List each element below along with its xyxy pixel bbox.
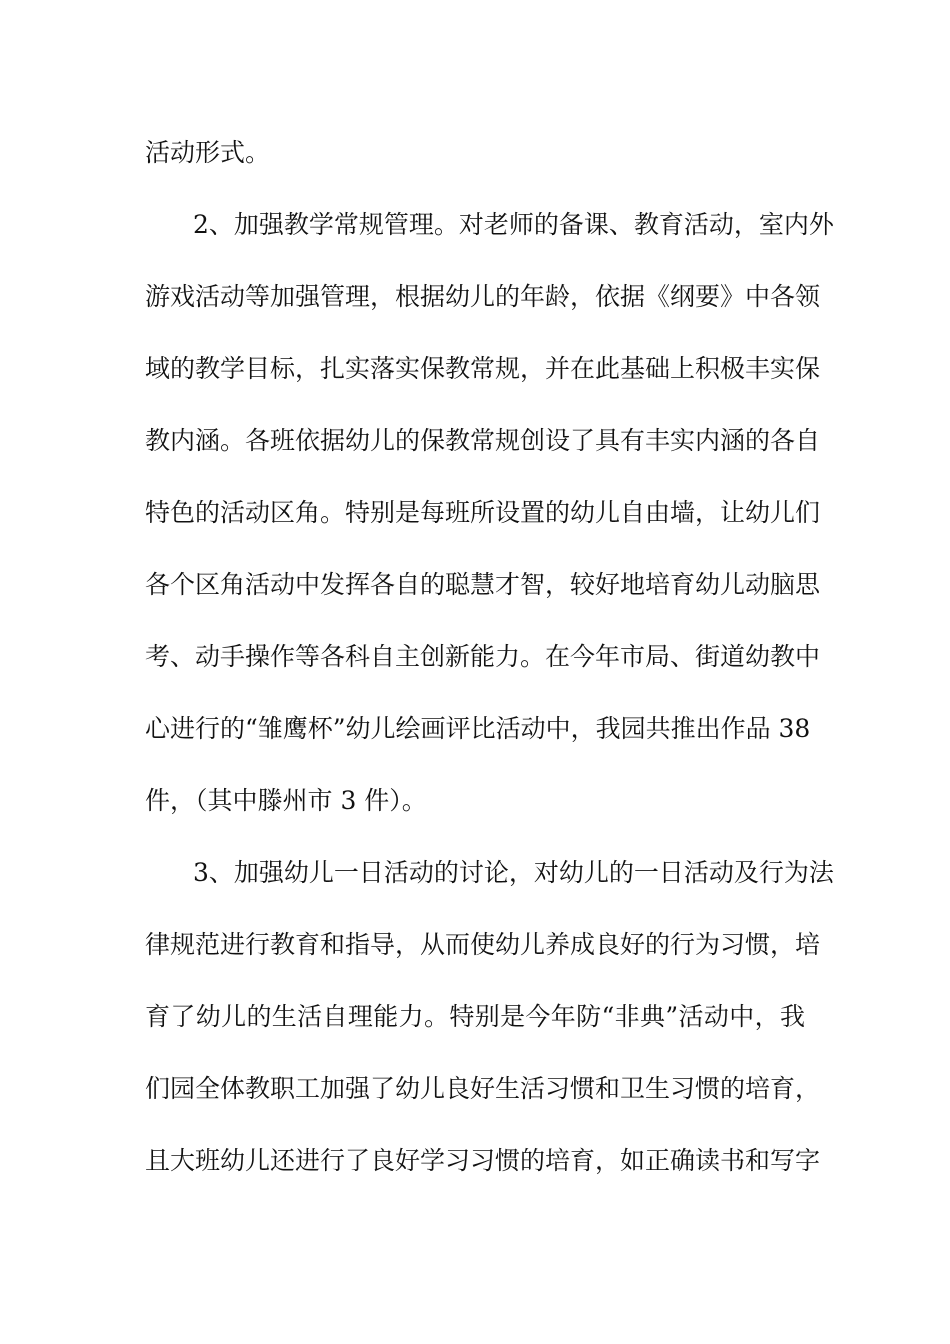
paragraph-2-line-2: 游戏活动等加强管理，根据幼儿的年龄，依据《纲要》中各领 <box>145 282 821 311</box>
paragraph-2-line-3: 域的教学目标，扎实落实保教常规，并在此基础上积极丰实保 <box>145 354 821 383</box>
paragraph-2-line-8: 心进行的“雏鹰杯”幼儿绘画评比活动中，我园共推出作品 38 <box>145 714 811 743</box>
paragraph-3-line-4: 们园全体教职工加强了幼儿良好生活习惯和卫生习惯的培育， <box>145 1074 821 1103</box>
paragraph-2-line-1: 2、加强教学常规管理。对老师的备课、教育活动，室内外 <box>193 210 834 239</box>
paragraph-2-line-4: 教内涵。各班依据幼儿的保教常规创设了具有丰实内涵的各自 <box>145 426 821 455</box>
paragraph-3-line-2: 律规范进行教育和指导，从而使幼儿养成良好的行为习惯，培 <box>145 930 821 959</box>
paragraph-3-line-1: 3、加强幼儿一日活动的讨论，对幼儿的一日活动及行为法 <box>193 858 834 887</box>
paragraph-3-line-5: 且大班幼儿还进行了良好学习习惯的培育，如正确读书和写字 <box>145 1146 821 1175</box>
paragraph-3-line-3: 育了幼儿的生活自理能力。特别是今年防“非典”活动中，我 <box>145 1002 805 1031</box>
paragraph-2-line-7: 考、动手操作等各科自主创新能力。在今年市局、街道幼教中 <box>145 642 821 671</box>
text-line-1: 活动形式。 <box>145 138 271 167</box>
paragraph-2-line-6: 各个区角活动中发挥各自的聪慧才智，较好地培育幼儿动脑思 <box>145 570 821 599</box>
paragraph-2-line-9: 件，（其中滕州市 3 件）。 <box>145 786 427 815</box>
paragraph-2-line-5: 特色的活动区角。特别是每班所设置的幼儿自由墙，让幼儿们 <box>145 498 821 527</box>
